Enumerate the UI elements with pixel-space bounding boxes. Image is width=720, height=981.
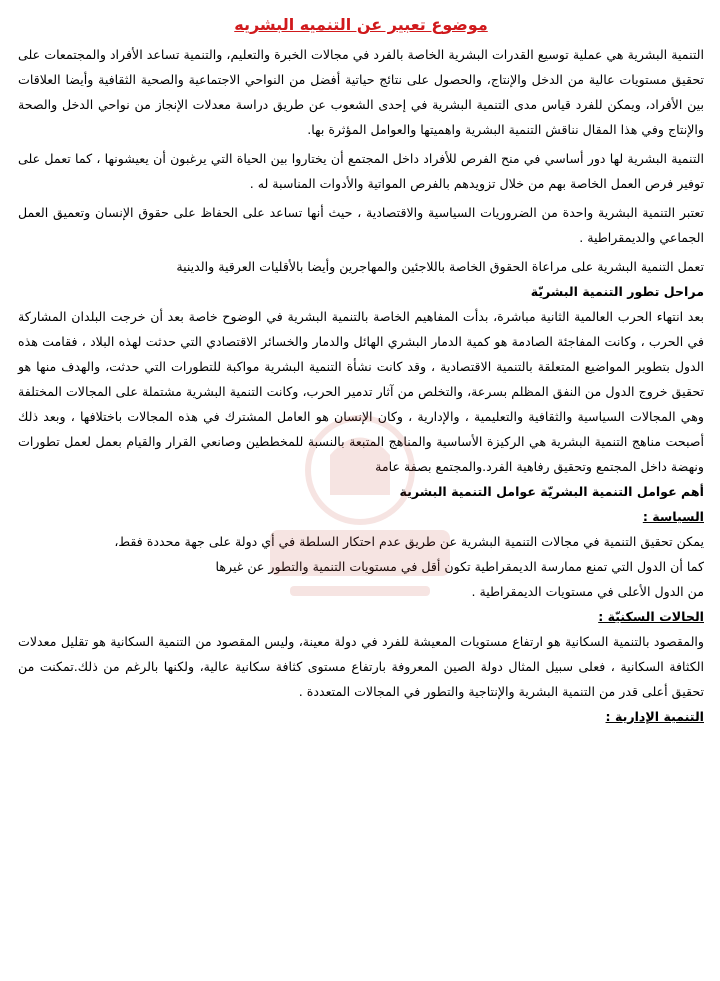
intro-paragraph-2: التنمية البشرية لها دور أساسي في منح الفرص للأفراد داخل المجتمع أن يختاروا بين الحياة التي يرغبون أن يعيشونها ، كما تعمل على توفير فرص العمل الخاصة بهم من خلال تزويدهم بالفرص المواتية والأدوات المناسبة له .	[18, 151, 704, 191]
politics-line-2: كما أن الدول التي تمنع ممارسة الديمقراطية تكون أقل في مستويات التنمية والتطور عن غيرها	[215, 559, 704, 574]
population-heading: الحالات السكنيّة :	[598, 609, 704, 624]
intro-paragraph-1: التنمية البشرية هي عملية توسيع القدرات البشرية الخاصة بالفرد في مجالات الخبرة والتعليم، والتنمية تساعد الأفراد والمجتمعات على تحقيق مستويات عالية من الدخل والإنتاج، والحصول على نتائج حياتية أفضل من النواحي الاجتماعية والصحية الثقافية وأيضا العلاقات بين الأفراد، ويمكن للفرد قياس مدى التنمية البشرية في إحدى الشعوب عن طريق دراسة معدلات الإنجاز من نواحي الدخل والصحة والإنتاج وفي هذا المقال نناقش التنمية البشرية واهميتها والعوامل المؤثرة بها.	[18, 47, 704, 137]
politics-heading: السياسة :	[642, 509, 704, 524]
stages-heading: مراحل تطور التنمية البشريّة	[530, 284, 704, 299]
admin-heading: التنمية الإدارية :	[605, 709, 704, 724]
intro-paragraph-4: تعمل التنمية البشرية على مراعاة الحقوق الخاصة باللاجئين والمهاجرين وأيضا بالأقليات العرقية والدينية	[176, 259, 704, 274]
factors-heading: أهم عوامل التنمية البشريّة عوامل التنمية البشرية	[399, 484, 704, 499]
intro-paragraph-3: تعتبر التنمية البشرية واحدة من الضروريات السياسية والاقتصادية ، حيث أنها تساعد على الحفاظ على حقوق الإنسان وتعميق العمل الجماعي والديمقراطية .	[18, 205, 704, 245]
politics-line-3: من الدول الأعلى في مستويات الديمقراطية .	[471, 584, 704, 599]
document-title: موضوع تعبير عن التنميه البشريه	[234, 15, 488, 34]
stages-paragraph: بعد انتهاء الحرب العالمية الثانية مباشرة، بدأت المفاهيم الخاصة بالتنمية البشرية في الوضوح خاصة بعد أن خرجت البلدان المشاركة في الحرب ، وكانت المفاجئة الصادمة هو كمية الدمار البشري الهائل والدمار والخسائر الاقتصادي التي حدثت لهذه البلاد ، فقامت هذه الدول بتطوير المواضيع المتعلقة بالتنمية الاقتصادية ، وقد كانت نشأة التنمية البشرية مواكبة للتطورات التي حدثت، والهدف منها هو تحقيق خروج الدول من النفق المظلم بسرعة، والتخلص من آثار تدمير الحرب، وكانت التنمية البشرية مشتملة على المجالات المختلفة وهي المجالات السياسية والثقافية والتعليمية ، والإدارية ، وكان الإنسان هو العامل المشترك في هذه المجالات باختلافها ، وبعد ذلك أصبحت مناهج التنمية البشرية هي الركيزة الأساسية والمناهج المتبعة بالنسبة للمخططين وصانعي القرار والقيام بعمل لعمل تطورات ونهضة داخل المجتمع وتحقيق رفاهية الفرد.والمجتمع بصفة عامة	[18, 309, 704, 474]
population-paragraph: والمقصود بالتنمية السكانية هو ارتفاع مستويات المعيشة للفرد في دولة معينة، وليس المقصود من التنمية السكانية هو تقليل معدلات الكثافة السكانية ، فعلى سبيل المثال دولة الصين المعروفة بارتفاع مستوى كثافة سكانية عالية، ولكنها بالرغم من ذلك.تمكنت من تحقيق أعلى قدر من التنمية البشرية والإنتاجية والتطور في المجالات المتعددة .	[18, 634, 704, 699]
politics-line-1: يمكن تحقيق التنمية في مجالات التنمية البشرية عن طريق عدم احتكار السلطة في أي دولة على جهة محددة فقط،	[114, 534, 704, 549]
